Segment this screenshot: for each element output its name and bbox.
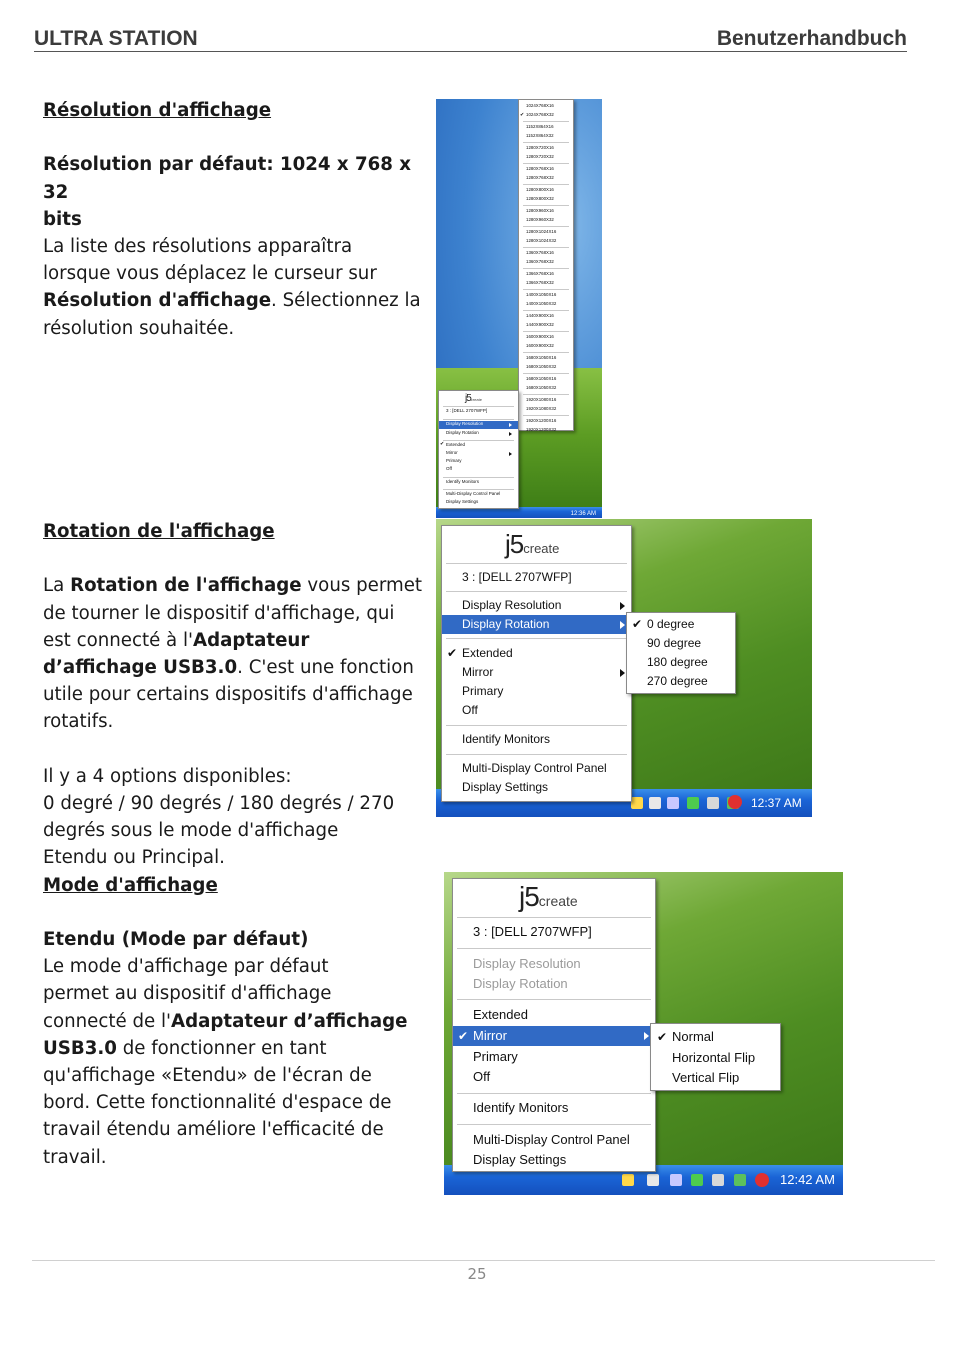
menu-item-display-resolution[interactable] (439, 421, 518, 429)
menu-item-monitor[interactable]: 3 : [DELL 2707WFP] (446, 408, 488, 413)
menu-item-extended[interactable] (439, 442, 518, 450)
security-shield-icon (728, 795, 742, 809)
tray-icon (734, 1174, 746, 1186)
taskbar-clock: 12:37 AM (751, 796, 802, 810)
speaker-icon (712, 1174, 724, 1186)
screenshot-mirror (444, 872, 843, 1195)
section-heading: Rotation de l'affichage (43, 521, 275, 542)
resolution-option[interactable]: 1680X1050X16 (526, 376, 557, 381)
page-header (34, 26, 907, 52)
resolution-option[interactable]: 1440X900X16 (526, 313, 554, 318)
menu-separator (523, 373, 569, 374)
paragraph-line: lorsque vous déplacez le curseur sur (43, 263, 377, 285)
logo-j5: j5 (519, 881, 539, 912)
menu-item-label: Mirror (446, 450, 458, 455)
submenu-arrow-icon (509, 423, 512, 427)
bold-term: Résolution d'affichage (43, 290, 272, 312)
menu-separator (523, 289, 569, 290)
menu-item-off[interactable]: Off (473, 1069, 491, 1084)
paragraph-line (43, 654, 423, 681)
menu-separator (523, 310, 569, 311)
tray-icon (687, 797, 699, 809)
resolution-option[interactable]: 1280X800X16 (526, 187, 554, 192)
menu-item-display-resolution: Display Resolution (473, 956, 581, 971)
menu-item-label: Display Resolution (446, 421, 484, 426)
logo-create: create (523, 541, 560, 556)
paragraph-line: Etendu ou Principal. (43, 847, 225, 869)
resolution-option[interactable]: 1280X1024X32 (526, 237, 557, 243)
resolution-option[interactable]: 1920X1200X32 (526, 426, 557, 432)
paragraph-line: de tourner le dispositif d'affichage, qui (43, 602, 395, 624)
page-number: 25 (467, 1265, 487, 1283)
menu-item-label: Vertical Flip (672, 1070, 740, 1085)
tray-icon (622, 1174, 634, 1186)
menu-separator (523, 226, 569, 227)
bold-term: USB3.0 (43, 1037, 117, 1059)
tray-icon (631, 797, 643, 809)
paragraph-text: est connecté à l' (43, 629, 194, 651)
menu-item-display-settings[interactable]: Display Settings (473, 1152, 567, 1167)
menu-item-identify[interactable]: Identify Monitors (473, 1100, 569, 1115)
bold-term: Adaptateur d’affichage (171, 1010, 408, 1032)
section-heading: Mode d'affichage (43, 874, 218, 896)
security-shield-icon (755, 1173, 769, 1187)
paragraph-line: Le mode d'affichage par défaut (43, 956, 329, 978)
paragraph-line: travail étendu améliore l'efficacité de (43, 1119, 384, 1141)
menu-item-label: Extended (462, 646, 513, 660)
menu-item-label: Normal (672, 1029, 714, 1044)
paragraph-line (43, 572, 423, 599)
menu-item-label: Mirror (462, 665, 494, 679)
j5-context-menu[interactable] (441, 525, 632, 802)
paragraph-line: bord. Cette fonctionnalité d'espace de (43, 1092, 392, 1114)
menu-item-primary[interactable]: Primary (446, 458, 462, 463)
checkmark-icon: ✔ (458, 1029, 469, 1043)
menu-item-label: Extended (446, 442, 466, 447)
menu-item-label: 0 degree (647, 617, 695, 631)
resolution-option[interactable]: 1024X768X32 ✔ (520, 111, 554, 118)
bold-term: Adaptateur (193, 629, 310, 651)
menu-separator (523, 184, 569, 185)
paragraph-line: utile pour certains dispositifs d'affichage (43, 684, 413, 706)
paragraph-line: rotatifs. (43, 711, 114, 733)
menu-separator (523, 121, 569, 122)
resolution-option[interactable]: 1280X720X16 (526, 145, 554, 150)
header-subtitle: Benutzerhandbuch (716, 27, 907, 50)
resolution-option[interactable]: 1680X1050X32 (526, 363, 557, 369)
bold-term: d’affichage USB3.0 (43, 657, 238, 678)
paragraph-text: connecté de l' (43, 1010, 172, 1032)
submenu-arrow-icon (509, 452, 512, 456)
logo-j5: j5 (505, 529, 524, 559)
screenshot-resolution (436, 99, 602, 518)
section-heading: Résolution d'affichage (43, 100, 272, 121)
menu-item-multi-panel[interactable]: Multi-Display Control Panel (473, 1132, 630, 1147)
menu-separator (523, 247, 569, 248)
resolution-option[interactable]: 1920X1080X16 (526, 397, 557, 402)
paragraph-line: degrés sous le mode d'affichage (43, 820, 339, 842)
rotation-option[interactable] (627, 615, 735, 634)
menu-separator (523, 205, 569, 206)
menu-item-identify[interactable]: Identify Monitors (462, 732, 551, 746)
menu-item-label: Display Resolution (462, 598, 562, 612)
menu-item-label: Horizontal Flip (672, 1049, 756, 1065)
resolution-option[interactable]: 1280X1024X16 (526, 229, 557, 234)
resolution-option[interactable]: 1360X768X16 (526, 250, 554, 255)
bold-term: Rotation de l'affichage (70, 575, 302, 597)
resolution-option[interactable]: 1400X1050X16 (526, 292, 557, 297)
j5-context-menu-small[interactable] (438, 390, 519, 509)
menu-item-label: 90 degree (647, 636, 702, 650)
section-resolution (43, 97, 423, 342)
rotation-option[interactable] (627, 672, 735, 691)
paragraph-text: . C'est une fonction (237, 657, 414, 678)
logo-j5: j5 (465, 393, 471, 404)
menu-item-primary[interactable]: Primary (462, 684, 504, 698)
menu-item-label: Display Rotation (462, 617, 550, 631)
resolution-option[interactable]: 1366X768X16 (526, 271, 554, 276)
menu-separator (523, 163, 569, 164)
resolution-option[interactable]: 1400X1050X32 (526, 300, 557, 306)
paragraph-line: La liste des résolutions apparaîtra (43, 236, 353, 257)
resolution-option[interactable]: 1600X900X32 (526, 342, 554, 348)
taskbar-clock: 12:42 AM (780, 1172, 835, 1187)
menu-item-display-rotation[interactable] (439, 430, 518, 438)
submenu-arrow-icon (620, 669, 625, 677)
menu-item-label: 270 degree (647, 674, 708, 688)
submenu-arrow-icon (509, 432, 512, 436)
menu-item-multi-panel[interactable]: Multi-Display Control Panel (446, 491, 501, 496)
paragraph-line: 0 degré / 90 degrés / 180 degrés / 270 (43, 793, 395, 814)
j5-context-menu[interactable] (452, 878, 656, 1172)
rotation-option[interactable] (627, 653, 735, 672)
menu-separator (523, 415, 569, 416)
footer-divider (32, 1260, 935, 1261)
menu-item-label: Display Rotation (446, 430, 479, 435)
logo-create: create (470, 397, 482, 402)
resolution-option[interactable]: 1280X768X32 (526, 174, 554, 180)
menu-item-extended[interactable]: Extended (473, 1007, 528, 1022)
resolution-option[interactable]: 1024X768X16 (526, 103, 554, 108)
menu-item-monitor[interactable]: 3 : [DELL 2707WFP] (473, 924, 592, 939)
resolution-option[interactable]: 1920X1080X32 (526, 405, 557, 411)
menu-separator (523, 394, 569, 395)
resolution-option[interactable]: 1920X1200X16 (526, 418, 557, 423)
speaker-icon (707, 797, 719, 809)
paragraph-line: qu'affichage «Etendu» de l'écran de (43, 1065, 372, 1087)
j5create-logo (505, 529, 559, 560)
resolution-option[interactable]: 1280X960X32 (526, 216, 554, 222)
resolution-option[interactable]: 1600X900X16 (526, 334, 554, 339)
resolution-option[interactable]: 1152X864X16 (526, 124, 554, 129)
tray-icon (649, 797, 661, 809)
header-title: ULTRA STATION (34, 27, 198, 50)
rotation-option[interactable] (627, 634, 735, 653)
checkmark-icon: ✔ (657, 1030, 668, 1044)
tray-icon (691, 1174, 703, 1186)
paragraph-line (43, 627, 423, 654)
resolution-option[interactable]: 1280X800X32 (526, 195, 554, 201)
tray-icon (667, 797, 679, 809)
menu-item-mirror[interactable] (453, 1026, 655, 1046)
section-rotation (43, 518, 423, 1171)
menu-separator (523, 352, 569, 353)
resolution-option[interactable]: 1366X768X32 (526, 279, 554, 285)
submenu-arrow-icon (620, 602, 625, 610)
mirror-submenu[interactable] (650, 1023, 781, 1091)
checkmark-icon: ✔ (520, 111, 525, 118)
subheading: Etendu (Mode par défaut) (43, 929, 309, 950)
menu-item-label: 180 degree (647, 655, 708, 669)
paragraph-text: de fonctionner en tant (116, 1037, 327, 1059)
menu-item-off[interactable]: Off (446, 466, 452, 471)
mirror-option[interactable] (651, 1048, 780, 1068)
default-resolution: Résolution par défaut: 1024 x 768 x 32 (43, 154, 411, 203)
menu-item-off[interactable]: Off (462, 703, 478, 717)
taskbar-clock: 12:36 AM (570, 511, 596, 517)
resolution-submenu[interactable] (518, 99, 574, 431)
resolution-option[interactable]: 1280X960X16 (526, 208, 554, 213)
submenu-arrow-icon (620, 621, 625, 629)
menu-item-mirror[interactable] (439, 450, 518, 458)
menu-item-display-settings[interactable]: Display Settings (462, 780, 549, 794)
menu-item-identify[interactable]: Identify Monitors (446, 479, 480, 484)
paragraph-text: . Sélectionnez la (271, 290, 421, 312)
default-resolution-cont: bits (43, 208, 82, 230)
paragraph-line: Il y a 4 options disponibles: (43, 765, 292, 787)
checkmark-icon: ✔ (632, 617, 643, 631)
resolution-option[interactable]: 1680X1050X16 (526, 355, 557, 360)
paragraph-line: permet au dispositif d'affichage (43, 983, 332, 1005)
menu-item-monitor[interactable]: 3 : [DELL 2707WFP] (462, 570, 572, 584)
menu-item-display-settings[interactable]: Display Settings (446, 499, 479, 504)
screenshot-rotation (436, 519, 812, 817)
menu-separator (523, 142, 569, 143)
rotation-submenu[interactable] (626, 612, 736, 694)
tray-icon (670, 1174, 682, 1186)
menu-item-multi-panel[interactable]: Multi-Display Control Panel (462, 761, 607, 775)
paragraph-line: travail. (43, 1146, 107, 1168)
resolution-option[interactable]: 1280X768X16 (526, 166, 554, 171)
menu-separator (523, 268, 569, 269)
menu-item-mirror[interactable] (442, 663, 631, 682)
menu-item-display-rotation[interactable] (442, 615, 631, 634)
paragraph-line: résolution souhaitée. (43, 317, 235, 339)
checkmark-icon: ✔ (440, 441, 445, 447)
paragraph-line (43, 1008, 423, 1035)
j5create-logo (519, 881, 578, 913)
menu-item-extended[interactable] (442, 644, 631, 663)
resolution-option[interactable]: 1360X768X32 (526, 258, 554, 264)
paragraph-text: vous permet (301, 575, 423, 597)
mirror-option[interactable] (651, 1027, 780, 1047)
resolution-option[interactable]: 1152X864X32 (526, 132, 554, 138)
resolution-option[interactable]: 1680X1050X32 (526, 384, 557, 390)
menu-item-display-rotation: Display Rotation (473, 976, 568, 991)
mirror-option[interactable] (651, 1068, 780, 1088)
checkmark-icon: ✔ (447, 646, 458, 660)
menu-separator (523, 331, 569, 332)
submenu-arrow-icon (644, 1032, 649, 1040)
paragraph-line (43, 287, 423, 314)
j5create-logo (465, 393, 482, 404)
paragraph-line (43, 1035, 423, 1062)
menu-item-display-resolution[interactable] (442, 596, 631, 615)
resolution-option[interactable]: 1280X720X32 (526, 153, 554, 159)
menu-item-primary[interactable]: Primary (473, 1049, 518, 1064)
tray-icon (647, 1174, 659, 1186)
resolution-option[interactable]: 1440X900X32 (526, 321, 554, 327)
paragraph-text: La (43, 575, 71, 597)
logo-create: create (538, 893, 578, 909)
menu-item-label: Mirror (473, 1028, 507, 1043)
